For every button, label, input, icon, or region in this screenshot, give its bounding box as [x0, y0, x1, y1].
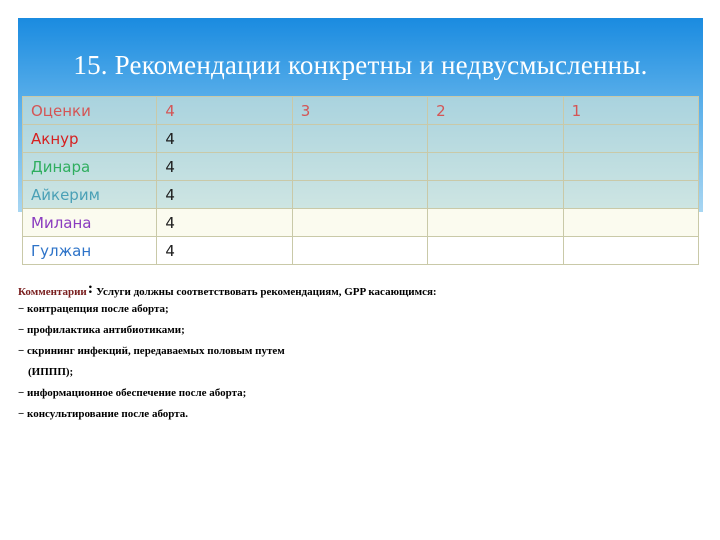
- student-name: Айкерим: [23, 181, 157, 209]
- table-row: [23, 209, 699, 237]
- table-header-row: [23, 97, 699, 125]
- student-name: Акнур: [23, 125, 157, 153]
- list-item: − скрининг инфекций, передаваемых половым путем: [18, 345, 285, 357]
- comments-colon: :: [87, 280, 94, 297]
- comments-label: Комментарии: [18, 286, 87, 298]
- comments-block: [18, 278, 708, 425]
- empty-cell: [428, 125, 563, 153]
- list-item: − консультирование после аборта.: [18, 408, 189, 420]
- empty-cell: [428, 209, 563, 237]
- table-row: [23, 181, 699, 209]
- grade-cell: 4: [157, 237, 292, 265]
- list-item: − контрацепция после аборта;: [18, 303, 169, 315]
- empty-cell: [428, 237, 563, 265]
- empty-cell: [563, 209, 698, 237]
- grades-table: [22, 96, 699, 265]
- empty-cell: [428, 153, 563, 181]
- empty-cell: [292, 237, 427, 265]
- grade-cell: 4: [157, 181, 292, 209]
- grade-cell: 4: [157, 153, 292, 181]
- student-name: Динара: [23, 153, 157, 181]
- empty-cell: [563, 153, 698, 181]
- empty-cell: [292, 125, 427, 153]
- empty-cell: [563, 125, 698, 153]
- student-name: Гулжан: [23, 237, 157, 265]
- header-cell: 2: [428, 97, 563, 125]
- empty-cell: [428, 181, 563, 209]
- student-name: Милана: [23, 209, 157, 237]
- header-cell: Оценки: [23, 97, 157, 125]
- list-item: − информационное обеспечение после аборта;: [18, 387, 247, 399]
- header-cell: 3: [292, 97, 427, 125]
- empty-cell: [292, 209, 427, 237]
- grade-cell: 4: [157, 209, 292, 237]
- table-row: [23, 153, 699, 181]
- header-cell: 4: [157, 97, 292, 125]
- comments-intro: Услуги должны соответствовать рекомендациям, GPP касающимся:: [96, 286, 437, 298]
- empty-cell: [292, 181, 427, 209]
- empty-cell: [563, 237, 698, 265]
- table-row: [23, 237, 699, 265]
- table-row: [23, 125, 699, 153]
- empty-cell: [563, 181, 698, 209]
- empty-cell: [292, 153, 427, 181]
- slide-title: 15. Рекомендации конкретны и недвусмысленны.: [73, 50, 648, 80]
- grade-cell: 4: [157, 125, 292, 153]
- list-item: − профилактика антибиотиками;: [18, 324, 185, 336]
- header-cell: 1: [563, 97, 698, 125]
- comments-intro-line: [18, 278, 708, 299]
- list-item: (ИППП);: [28, 366, 74, 378]
